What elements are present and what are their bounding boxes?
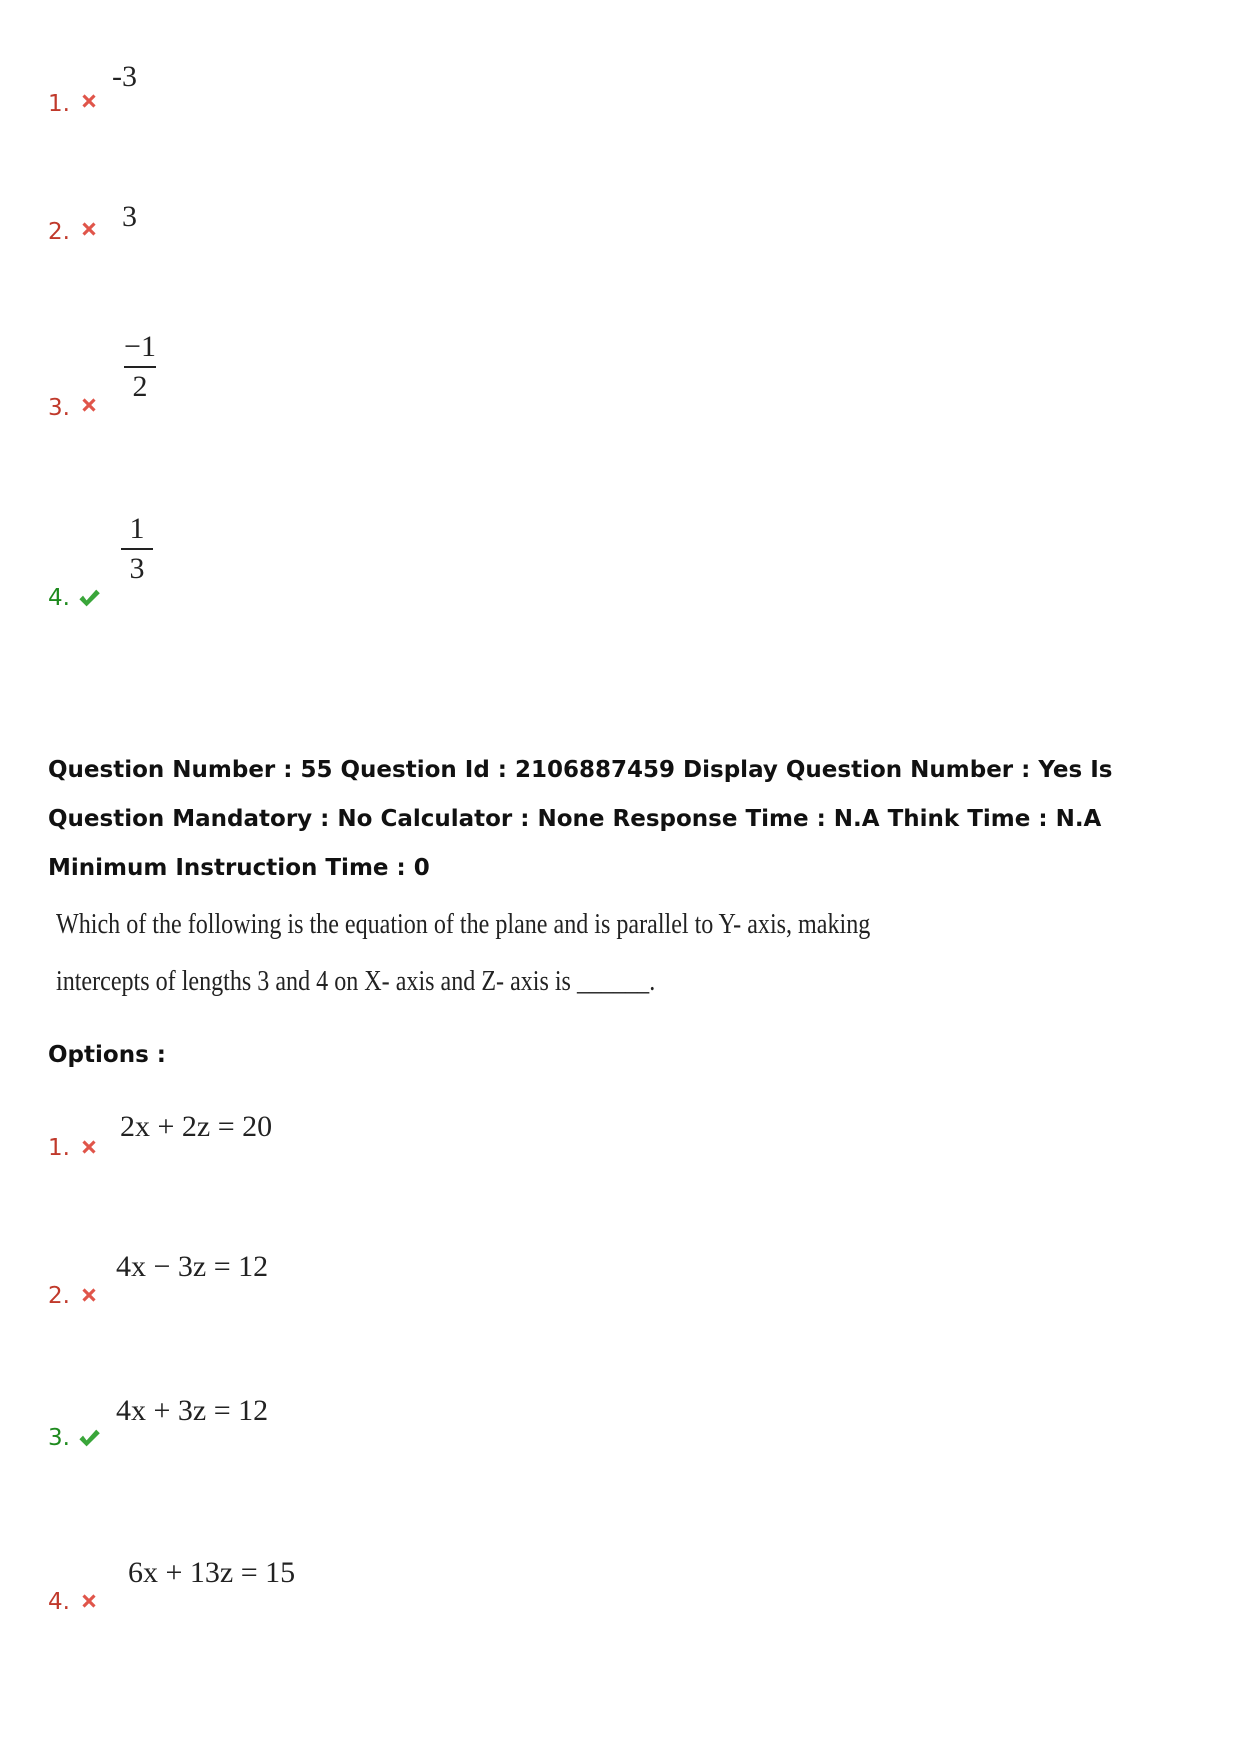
question-line-1: Which of the following is the equation of the plane and is parallel to Y- axis, making <box>56 909 871 940</box>
option-3-equation: 4x + 3z = 12 <box>116 1394 269 1427</box>
option-number: 4. <box>48 1589 70 1615</box>
option-number: 2. <box>48 1283 70 1309</box>
option-number: 1. <box>48 91 70 117</box>
option-number: 3. <box>48 1425 70 1451</box>
fraction-denominator: 2 <box>132 370 148 403</box>
cross-icon <box>78 1136 100 1158</box>
prev-option-3-fraction <box>120 330 160 404</box>
prev-option-4-fraction <box>117 512 157 586</box>
cross-icon <box>78 1284 100 1306</box>
fraction-bar <box>124 366 156 368</box>
option-4-equation: 6x + 13z = 15 <box>128 1556 296 1589</box>
option-number: 2. <box>48 219 70 245</box>
option-number: 4. <box>48 585 70 611</box>
option-2-equation: 4x − 3z = 12 <box>116 1250 269 1283</box>
option-number: 1. <box>48 1135 70 1161</box>
cross-icon <box>78 90 100 112</box>
check-icon <box>76 1426 102 1450</box>
option-number: 3. <box>48 395 70 421</box>
fraction-numerator: 1 <box>129 512 145 545</box>
cross-icon <box>78 218 100 240</box>
question-line-2: intercepts of lengths 3 and 4 on X- axis and Z- axis is ______. <box>56 966 656 997</box>
options-label: Options : <box>48 1042 166 1068</box>
question-text <box>56 896 871 1010</box>
prev-option-1-value: -3 <box>112 60 137 93</box>
fraction-bar <box>121 548 153 550</box>
fraction-numerator: −1 <box>124 330 156 363</box>
option-1-equation: 2x + 2z = 20 <box>120 1110 273 1143</box>
question-meta: Question Number : 55 Question Id : 2106887459 Display Question Number : Yes Is Question Mandatory : No Calculator : None Response Time : N.A Think Time : N.A Minimum Instruction Time : 0 <box>48 757 1113 881</box>
cross-icon <box>78 394 100 416</box>
fraction-denominator: 3 <box>129 552 145 585</box>
cross-icon <box>78 1590 100 1612</box>
check-icon <box>76 586 102 610</box>
prev-option-2-value: 3 <box>122 200 137 233</box>
